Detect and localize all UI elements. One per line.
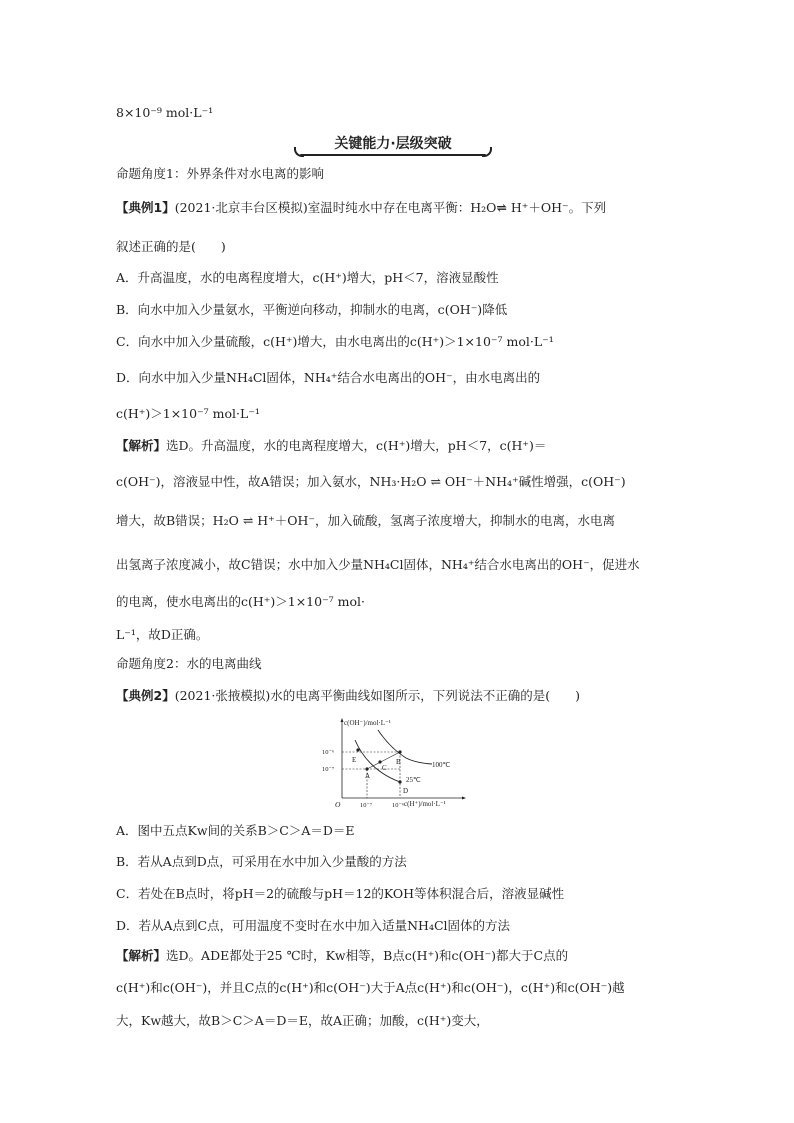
x-tick-1e-7: 10⁻⁷ — [360, 802, 373, 808]
example-2-analysis-line1 — [116, 947, 568, 965]
section-heading-text: 关键能力·层级突破 — [334, 136, 452, 152]
curve-25c-label: 25℃ — [406, 776, 421, 784]
example-1-analysis-text1: 选D。升高温度，水的电离程度增大，c(H⁺)增大，pH＜7，c(H⁺)＝ — [166, 438, 547, 453]
curve-25c — [355, 740, 400, 782]
example-1-analysis-tag: 【解析】 — [116, 438, 167, 453]
point-b — [398, 750, 401, 753]
example-2-option-b: B．若从A点到D点，可采用在水中加入少量酸的方法 — [116, 854, 407, 869]
example-1-stem-line2: 叙述正确的是( ) — [116, 239, 226, 254]
x-axis-label: c(H⁺)/mol·L⁻¹ — [404, 800, 446, 808]
water-ionization-graph — [320, 716, 470, 808]
section-heading — [300, 134, 486, 158]
example-2-stem — [116, 687, 580, 705]
example-2-analysis-tag: 【解析】 — [116, 948, 167, 963]
point-d — [398, 780, 401, 783]
y-axis-label: c(OH⁻)/mol·L⁻¹ — [344, 719, 391, 727]
heading-right-cap — [482, 147, 492, 157]
example-1-analysis-line2: c(OH⁻)，溶液显中性，故A错误；加入氨水，NH₃·H₂O ⇌ OH⁻＋NH₄⁺碱性增强，c(OH⁻) — [116, 474, 626, 489]
example-2-option-d: D．若从A点到C点，可用温度不变时在水中加入适量NH₄Cl固体的方法 — [116, 918, 511, 933]
y-tick-1e-6: 10⁻⁶ — [322, 749, 335, 756]
example-2-analysis-line3: 大，Kw越大，故B＞C＞A＝D＝E，故A正确；加酸，c(H⁺)变大， — [116, 1013, 489, 1028]
point-b-label: B — [396, 758, 401, 766]
example-1-option-a: A．升高温度，水的电离程度增大，c(H⁺)增大，pH＜7，溶液显酸性 — [116, 270, 499, 285]
point-a-label: A — [365, 772, 371, 780]
example-1-option-d-line1: D．向水中加入少量NH₄Cl固体，NH₄⁺结合水电离出的OH⁻，由水电离出的 — [116, 370, 541, 385]
heading-left-cap — [294, 147, 304, 157]
example-1-option-b: B．向水中加入少量氨水，平衡逆向移动，抑制水的电离，c(OH⁻)降低 — [116, 302, 508, 317]
y-tick-1e-7: 10⁻⁷ — [322, 766, 335, 773]
point-c-label: C — [382, 764, 387, 772]
example-1-stem-a: (2021·北京丰台区模拟)室温时纯水中存在电离平衡：H₂O — [174, 200, 497, 215]
x-axis-arrow — [462, 797, 466, 800]
x-tick-1e-6: 10⁻⁶ — [392, 802, 405, 808]
top-line: 8×10⁻⁹ mol·L⁻¹ — [116, 105, 214, 120]
example-1-analysis-line4: 出氢离子浓度减小，故C错误；水中加入少量NH₄Cl固体，NH₄⁺结合水电离出的OH⁻，促进水 — [116, 557, 640, 572]
point-e-label: E — [352, 756, 357, 764]
heading-underline — [300, 154, 486, 156]
angle-1-title: 命题角度1：外界条件对水电离的影响 — [116, 166, 324, 181]
example-1-analysis-line3: 增大，故B错误；H₂O ⇌ H⁺＋OH⁻，加入硫酸，氢离子浓度增大，抑制水的电离，水电离 — [116, 513, 616, 528]
angle-2-title: 命题角度2：水的电离曲线 — [116, 656, 262, 671]
example-2-analysis-line2: c(H⁺)和c(OH⁻)，并且C点的c(H⁺)和c(OH⁻)大于A点c(H⁺)和c(OH⁻)，c(H⁺)和c(OH⁻)越 — [116, 980, 625, 995]
example-2-tag: 【典例2】 — [116, 688, 175, 703]
example-1-option-c: C．向水中加入少量硫酸，c(H⁺)增大，由水电离出的c(H⁺)＞1×10⁻⁷ mol·L⁻¹ — [116, 334, 554, 349]
point-a — [365, 767, 368, 770]
example-1-tag: 【典例1】 — [116, 200, 175, 215]
point-e — [356, 748, 359, 751]
example-2-stem-text: (2021·张掖模拟)水的电离平衡曲线如图所示，下列说法不正确的是( ) — [174, 688, 580, 703]
example-1-stem-b: H⁺＋OH⁻。下列 — [506, 200, 607, 215]
example-1-option-d-line2: c(H⁺)＞1×10⁻⁷ mol·L⁻¹ — [116, 406, 260, 421]
origin-label: O — [335, 800, 341, 808]
example-2-option-a: A．图中五点Kw间的关系B＞C＞A＝D＝E — [116, 823, 355, 838]
example-1-analysis-line6: L⁻¹，故D正确。 — [116, 627, 209, 642]
curve-100c-label: 100℃ — [432, 761, 451, 769]
example-2-analysis-text1: 选D。ADE都处于25 ℃时，Kw相等，B点c(H⁺)和c(OH⁻)都大于C点的 — [166, 948, 569, 963]
example-1-analysis-line5: 的电离，使水电离出的c(H⁺)＞1×10⁻⁷ mol· — [116, 594, 366, 609]
example-2-option-c: C．若处在B点时，将pH＝2的硫酸与pH＝12的KOH等体积混合后，溶液显碱性 — [116, 886, 565, 901]
equilibrium-arrow: ⇌ — [496, 200, 507, 215]
example-1-analysis-line1 — [116, 437, 546, 455]
point-d-label: D — [403, 787, 409, 795]
example-1-stem-line1 — [116, 199, 606, 217]
